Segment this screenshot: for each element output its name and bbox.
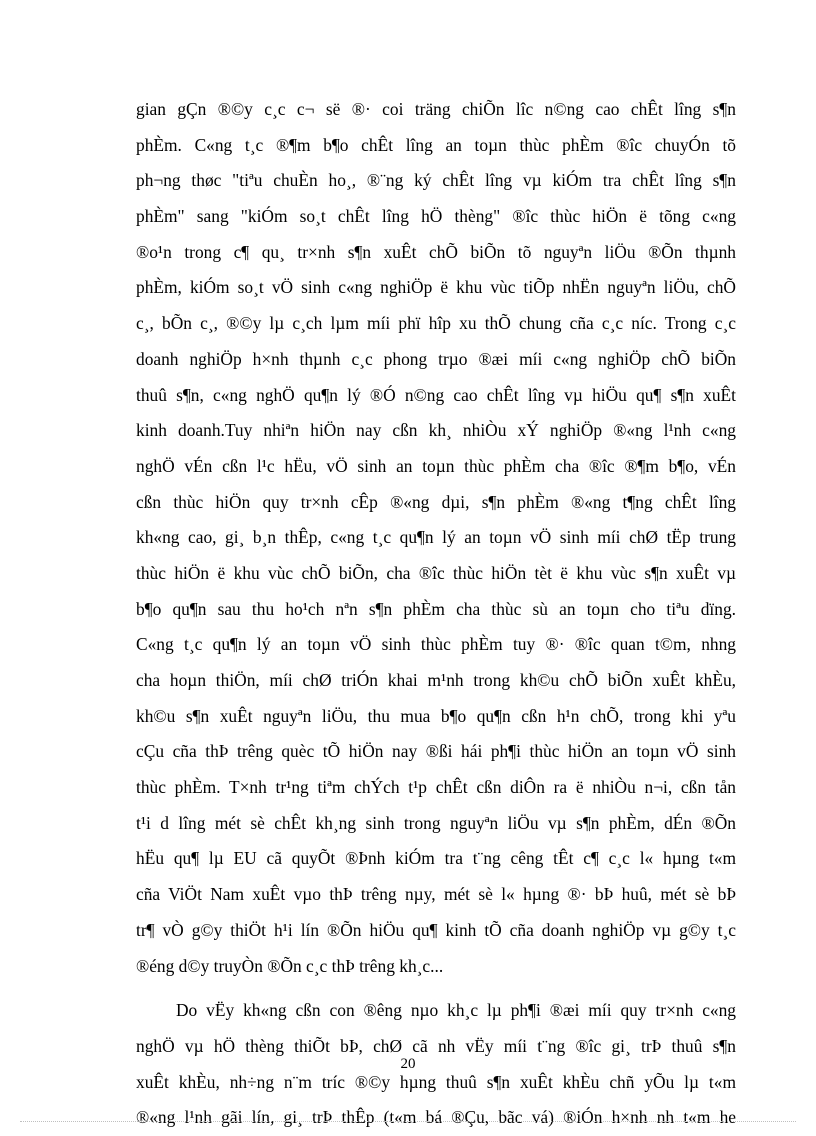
text-line: nghÖ vÉn cßn l¹c hËu, vÖ sinh an toµn thùc phÈm cha ®îc ®¶m b¶o, vÉn bbox=[136, 455, 736, 476]
text-line: c¸, bÕn c¸, ®©y lµ c¸ch lµm míi phï hîp xu thÕ chung cña c¸c níc. Trong c¸c bbox=[136, 313, 736, 334]
text-line: gian gÇn ®©y c¸c c¬ së ®· coi träng chiÕn lîc n©ng cao chÊt lîng s¶n bbox=[136, 99, 736, 119]
text-line: thùc phÈm. T×nh tr¹ng tiªm chÝch t¹p chÊt cßn diÔn ra ë nhiÒu n¬i, cßn tån bbox=[136, 777, 736, 798]
paragraph-1 bbox=[136, 92, 736, 984]
text-line: cÇu cña thÞ trêng quèc tÕ hiÖn nay ®ßi hái ph¶i thùc hiÖn an toµn vÖ sinh bbox=[136, 741, 736, 762]
text-line: phÈm, kiÓm so¸t vÖ sinh c«ng nghiÖp ë khu vùc tiÕp nhËn nguyªn liÖu, chÕ bbox=[136, 277, 736, 298]
text-line: ph¬ng thøc "tiªu chuÈn ho¸, ®¨ng ký chÊt lîng vµ kiÓm tra chÊt lîng s¶n bbox=[136, 170, 736, 191]
text-line: kh©u s¶n xuÊt nguyªn liÖu, thu mua b¶o qu¶n cßn h¹n chÕ, trong khi yªu bbox=[136, 705, 736, 726]
text-line: tr¶ vÒ g©y thiÖt h¹i lín ®Õn hiÖu qu¶ kinh tÕ cña doanh nghiÖp vµ g©y t¸c bbox=[136, 919, 736, 940]
text-line: ®éng d©y truyÒn ®Õn c¸c thÞ trêng kh¸c... bbox=[136, 955, 444, 976]
text-line: nghÖ vµ hÖ thèng thiÕt bÞ, chØ cã nh vËy míi t¨ng ®îc gi¸ trÞ thuû s¶n bbox=[136, 1035, 736, 1056]
text-line: kh«ng cao, gi¸ b¸n thÊp, c«ng t¸c qu¶n lý an toµn vÖ sinh míi chØ tËp trung bbox=[136, 527, 736, 548]
paragraph-spacer bbox=[136, 984, 736, 993]
text-line: b¶o qu¶n sau thu ho¹ch nªn s¶n phÈm cha thùc sù an toµn cho tiªu dïng. bbox=[136, 598, 736, 619]
text-line: hËu qu¶ lµ EU cã quyÕt ®Þnh kiÓm tra t¨ng cêng tÊt c¶ c¸c l« hµng t«m bbox=[136, 848, 736, 869]
text-line: phÈm. C«ng t¸c ®¶m b¶o chÊt lîng an toµn thùc phÈm ®îc chuyÓn tõ bbox=[136, 134, 736, 155]
text-line: xuÊt khÈu, nh÷ng n¨m tríc ®©y hµng thuû s¶n xuÊt khÈu chñ yÕu lµ t«m bbox=[136, 1071, 736, 1092]
text-line: ®o¹n trong c¶ qu¸ tr×nh s¶n xuÊt chÕ biÕn tõ nguyªn liÖu ®Õn thµnh bbox=[136, 241, 736, 262]
text-line: cha hoµn thiÖn, míi chØ triÓn khai m¹nh trong kh©u chÕ biÕn xuÊt khÈu, bbox=[136, 670, 736, 690]
text-line: ®«ng l¹nh gãi lín, gi¸ trÞ thÊp (t«m bá ®Çu, bãc vá) ®iÓn h×nh nh t«m he bbox=[136, 1107, 736, 1128]
text-line: doanh nghiÖp h×nh thµnh c¸c phong trµo ®æi míi c«ng nghiÖp chÕ biÕn bbox=[136, 348, 736, 369]
text-line: cña ViÖt Nam xuÊt vµo thÞ trêng nµy, mét sè l« hµng ®· bÞ huû, mét sè bÞ bbox=[136, 884, 736, 905]
text-line: phÈm" sang "kiÓm so¸t chÊt lîng hÖ thèng" ®îc thùc hiÖn ë tõng c«ng bbox=[136, 206, 736, 227]
text-line: thùc hiÖn ë khu vùc chÕ biÕn, cha ®îc thùc hiÖn tèt ë khu vùc s¶n xuÊt vµ bbox=[136, 562, 736, 583]
document-body bbox=[136, 92, 736, 1136]
page-bottom-divider bbox=[20, 1121, 796, 1122]
text-line: t¹i d lîng mét sè chÊt kh¸ng sinh trong nguyªn liÖu vµ s¶n phÈm, dÉn ®Õn bbox=[136, 812, 736, 833]
text-line: C«ng t¸c qu¶n lý an toµn vÖ sinh thùc phÈm tuy ®· ®îc quan t©m, nhng bbox=[136, 634, 736, 655]
page-number: 20 bbox=[400, 1056, 416, 1072]
text-line: cßn thùc hiÖn quy tr×nh cÊp ®«ng dµi, s¶n phÈm ®«ng t¶ng chÊt lîng bbox=[136, 491, 736, 512]
text-line: Do vËy kh«ng cßn con ®êng nµo kh¸c lµ ph¶i ®æi míi quy tr×nh c«ng bbox=[176, 1000, 736, 1021]
text-line: thuû s¶n, c«ng nghÖ qu¶n lý ®Ó n©ng cao chÊt lîng vµ hiÖu qu¶ s¶n xuÊt bbox=[136, 384, 736, 405]
text-line: kinh doanh.Tuy nhiªn hiÖn nay cßn kh¸ nhiÒu xÝ nghiÖp ®«ng l¹nh c«ng bbox=[136, 420, 736, 441]
